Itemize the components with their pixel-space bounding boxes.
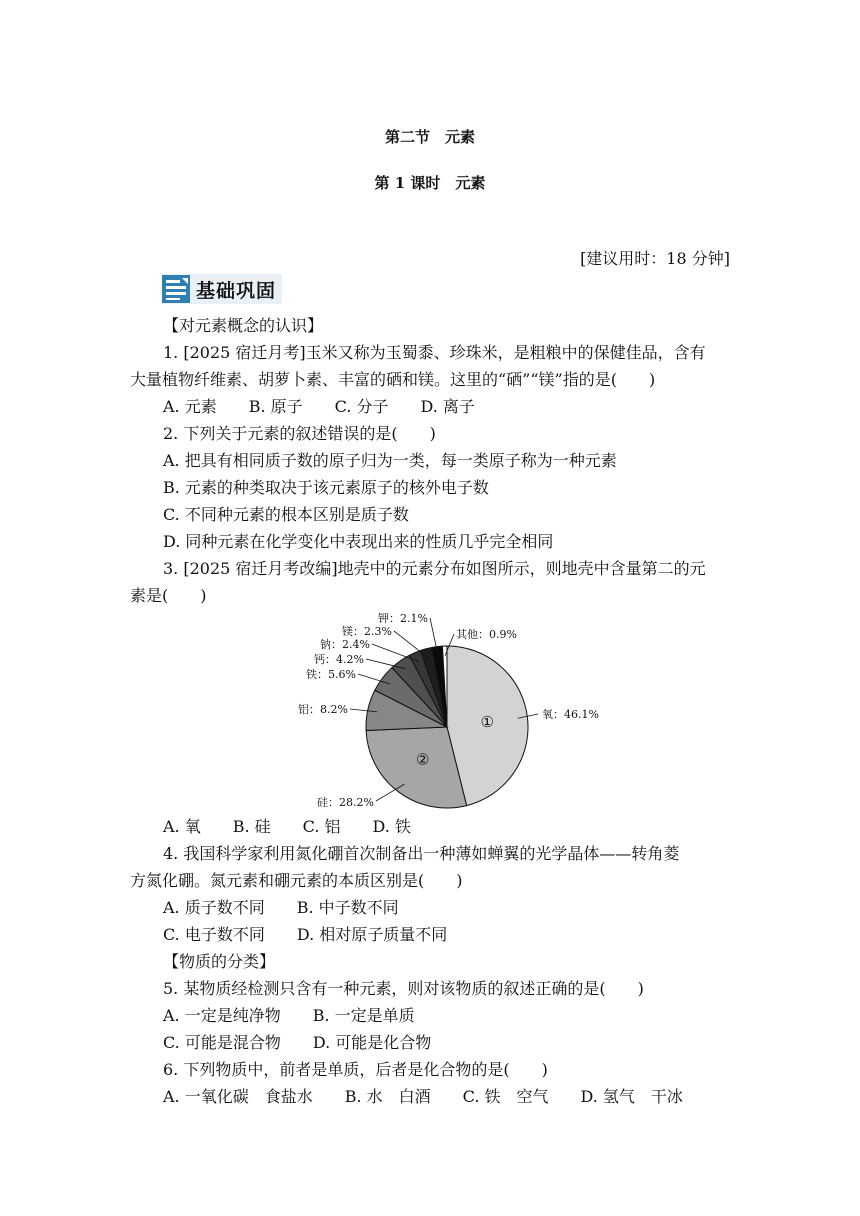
question-3-line-1: 3. [2025 宿迁月考改编]地壳中的元素分布如图所示，则地壳中含量第二的元: [163, 559, 706, 578]
list-icon: [162, 275, 190, 303]
pie-label-oxygen: 氧：46.1%: [542, 708, 599, 721]
question-3-line-2: 素是( ): [130, 586, 207, 605]
question-1-line-1: 1. [2025 宿迁月考]玉米又称为玉蜀黍、珍珠米，是粗粮中的保健佳品，含有: [163, 343, 706, 362]
question-5-options-cd: C. 可能是混合物 D. 可能是化合物: [163, 1033, 432, 1052]
question-2-stem: 2. 下列关于元素的叙述错误的是( ): [163, 424, 436, 443]
category-heading-2: 【物质的分类】: [163, 952, 276, 971]
pie-label-aluminum: 铝：8.2%: [298, 703, 348, 716]
section-banner-label: 基础巩固: [196, 279, 277, 302]
lesson-title: 第 1 课时 元素: [374, 174, 486, 192]
section-banner: [162, 274, 282, 304]
question-4-line-1: 4. 我国科学家利用氮化硼首次制备出一种薄如蝉翼的光学晶体——转角菱: [163, 844, 680, 863]
question-2-option-d: D. 同种元素在化学变化中表现出来的性质几乎完全相同: [163, 532, 554, 551]
question-1-options: A. 元素 B. 原子 C. 分子 D. 离子: [163, 397, 475, 416]
suggested-time: [建议用时：18 分钟]: [580, 249, 730, 268]
pie-marker-oxygen: ①: [480, 713, 494, 732]
question-2-option-b: B. 元素的种类取决于该元素原子的核外电子数: [163, 478, 489, 497]
question-5-options-ab: A. 一定是纯净物 B. 一定是单质: [163, 1006, 415, 1025]
pie-label-iron: 铁：5.6%: [306, 668, 356, 681]
question-4-options-cd: C. 电子数不同 D. 相对原子质量不同: [163, 925, 448, 944]
question-2-option-c: C. 不同种元素的根本区别是质子数: [163, 505, 409, 524]
question-3-options: A. 氧 B. 硅 C. 铝 D. 铁: [163, 817, 411, 836]
leader-line-sodium: [372, 644, 419, 662]
pie-label-other: 其他：0.9%: [456, 628, 517, 641]
category-heading: 【对元素概念的认识】: [163, 316, 324, 335]
section-title: 第二节 元素: [384, 128, 475, 146]
pie-label-potassium: 钾：2.1%: [378, 612, 428, 625]
question-5-stem: 5. 某物质经检测只含有一种元素，则对该物质的叙述正确的是( ): [163, 979, 644, 998]
pie-marker-silicon: ②: [416, 750, 430, 769]
pie-label-sodium: 钠：2.4%: [320, 638, 370, 651]
pie-label-magnesium: 镁：2.3%: [342, 625, 392, 638]
question-2-option-a: A. 把具有相同质子数的原子归为一类，每一类原子称为一种元素: [163, 451, 617, 470]
crust-element-pie-chart: [280, 606, 610, 816]
pie-label-silicon: 硅：28.2%: [317, 796, 374, 809]
question-1-line-2: 大量植物纤维素、胡萝卜素、丰富的硒和镁。这里的“硒”“镁”指的是( ): [130, 370, 656, 389]
question-6-options: A. 一氧化碳 食盐水 B. 水 白酒 C. 铁 空气 D. 氢气 干冰: [163, 1087, 683, 1106]
question-6-stem: 6. 下列物质中，前者是单质，后者是化合物的是( ): [163, 1060, 548, 1079]
question-4-line-2: 方氮化硼。氮元素和硼元素的本质区别是( ): [130, 871, 463, 890]
pie-label-calcium: 钙：4.2%: [314, 653, 364, 666]
question-4-options-ab: A. 质子数不同 B. 中子数不同: [163, 898, 399, 917]
